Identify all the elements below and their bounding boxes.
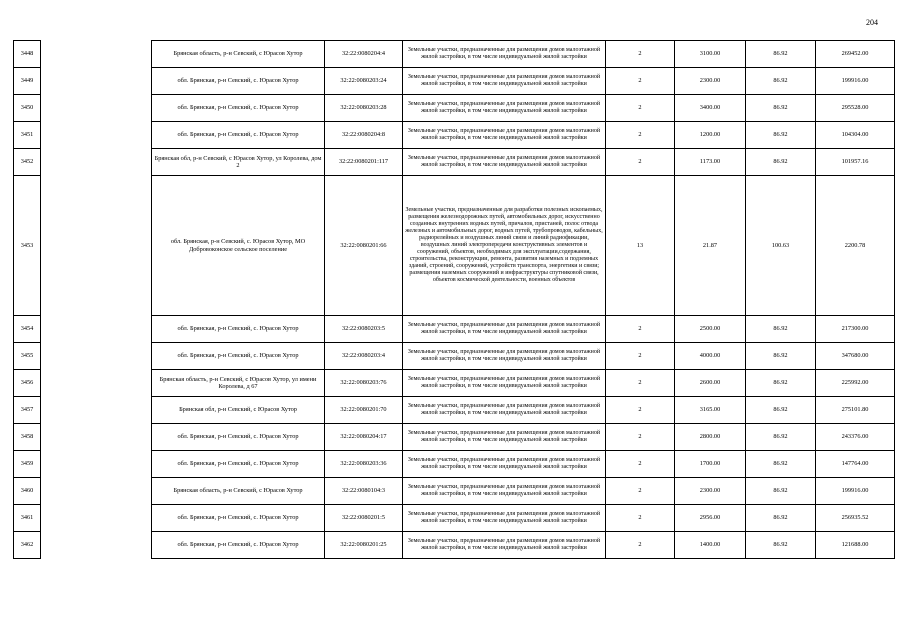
value-cell: 347680.00	[816, 343, 895, 370]
num-cell: 3449	[14, 68, 41, 95]
description-cell: Земельные участки, предназначенные для размещения домов малоэтажной жилой застройки, в том числе индивидуальной жилой застройки	[403, 41, 606, 68]
spacer-cell	[41, 451, 152, 478]
description-cell: Земельные участки, предназначенные для разработки полезных ископаемых, размещения железнодорожных путей, автомобильных дорог, искусственно созданных внутренних водных путей, причалов, пристаней, полос отвода железных и автомобильных дорог, водных путей, трубопроводов, кабельных, радиорелейных и воздушных линий связи и линий радиофикации, воздушных линий электропередачи конструктивных элементов и сооружений, объектов, необходимых для эксплуатации,содержания, строительства, реконструкции, ремонта, развития наземных и подземных зданий, строений, сооружений, устройств транспорта, энергетики и связи; размещения наземных сооружений и инфраструктуры спутниковой связи, объектов космической деятельности, военных объектов	[403, 176, 606, 316]
area-cell: 2600.00	[675, 370, 746, 397]
value-cell: 217300.00	[816, 316, 895, 343]
description-cell: Земельные участки, предназначенные для размещения домов малоэтажной жилой застройки, в том числе индивидуальной жилой застройки	[403, 397, 606, 424]
description-cell: Земельные участки, предназначенные для размещения домов малоэтажной жилой застройки, в том числе индивидуальной жилой застройки	[403, 316, 606, 343]
rate-cell: 86.92	[746, 397, 816, 424]
spacer-cell	[41, 122, 152, 149]
num-cell: 3457	[14, 397, 41, 424]
spacer-cell	[41, 478, 152, 505]
cadastral-cell: 32:22:0080203:36	[325, 451, 403, 478]
cadastral-cell: 32:22:0080201:66	[325, 176, 403, 316]
spacer-cell	[41, 397, 152, 424]
cadastral-cell: 32:22:0080204:4	[325, 41, 403, 68]
group-cell: 2	[606, 343, 675, 370]
num-cell: 3461	[14, 505, 41, 532]
num-cell: 3462	[14, 532, 41, 559]
value-cell: 275101.80	[816, 397, 895, 424]
table-row	[14, 343, 895, 370]
spacer-cell	[41, 68, 152, 95]
area-cell: 2956.00	[675, 505, 746, 532]
address-cell: обл. Брянская, р-н Севский, с. Юрасов Хутор	[152, 316, 325, 343]
table-row	[14, 41, 895, 68]
spacer-cell	[41, 505, 152, 532]
group-cell: 2	[606, 122, 675, 149]
group-cell: 2	[606, 149, 675, 176]
cadastral-cell: 32:22:0080204:17	[325, 424, 403, 451]
value-cell: 2200.78	[816, 176, 895, 316]
address-cell: обл. Брянская, р-н Севский, с. Юрасов Хутор	[152, 122, 325, 149]
address-cell: обл. Брянская, р-н Севский, с. Юрасов Хутор	[152, 532, 325, 559]
num-cell: 3459	[14, 451, 41, 478]
area-cell: 1700.00	[675, 451, 746, 478]
spacer-cell	[41, 176, 152, 316]
num-cell: 3448	[14, 41, 41, 68]
rate-cell: 86.92	[746, 532, 816, 559]
rate-cell: 86.92	[746, 343, 816, 370]
cadastral-cell: 32:22:0080203:24	[325, 68, 403, 95]
table-row	[14, 122, 895, 149]
group-cell: 2	[606, 370, 675, 397]
value-cell: 104304.00	[816, 122, 895, 149]
rate-cell: 86.92	[746, 424, 816, 451]
area-cell: 4000.00	[675, 343, 746, 370]
group-cell: 2	[606, 316, 675, 343]
description-cell: Земельные участки, предназначенные для размещения домов малоэтажной жилой застройки, в том числе индивидуальной жилой застройки	[403, 478, 606, 505]
group-cell: 2	[606, 68, 675, 95]
num-cell: 3450	[14, 95, 41, 122]
table-row	[14, 532, 895, 559]
cadastral-cell: 32:22:0080203:4	[325, 343, 403, 370]
area-cell: 2300.00	[675, 68, 746, 95]
spacer-cell	[41, 370, 152, 397]
table-row	[14, 316, 895, 343]
rate-cell: 86.92	[746, 95, 816, 122]
table-row	[14, 370, 895, 397]
num-cell: 3458	[14, 424, 41, 451]
group-cell: 2	[606, 95, 675, 122]
value-cell: 101957.16	[816, 149, 895, 176]
address-cell: обл. Брянская, р-н Севский, с. Юрасов Хутор	[152, 451, 325, 478]
address-cell: Брянская обл, р-н Севский, с Юрасов Хутор, ул Королева, дом 2	[152, 149, 325, 176]
group-cell: 2	[606, 41, 675, 68]
address-cell: Брянская область, р-н Севский, с Юрасов Хутор	[152, 478, 325, 505]
value-cell: 147764.00	[816, 451, 895, 478]
num-cell: 3451	[14, 122, 41, 149]
area-cell: 3100.00	[675, 41, 746, 68]
description-cell: Земельные участки, предназначенные для размещения домов малоэтажной жилой застройки, в том числе индивидуальной жилой застройки	[403, 532, 606, 559]
area-cell: 1173.00	[675, 149, 746, 176]
spacer-cell	[41, 343, 152, 370]
spacer-cell	[41, 149, 152, 176]
area-cell: 3165.00	[675, 397, 746, 424]
value-cell: 295528.00	[816, 95, 895, 122]
address-cell: Брянская обл, р-н Севский, с Юрасов Хутор	[152, 397, 325, 424]
description-cell: Земельные участки, предназначенные для размещения домов малоэтажной жилой застройки, в том числе индивидуальной жилой застройки	[403, 95, 606, 122]
rate-cell: 100.63	[746, 176, 816, 316]
num-cell: 3452	[14, 149, 41, 176]
page-number: 204	[866, 18, 878, 27]
table-row	[14, 397, 895, 424]
table-row	[14, 68, 895, 95]
spacer-cell	[41, 424, 152, 451]
description-cell: Земельные участки, предназначенные для размещения домов малоэтажной жилой застройки, в том числе индивидуальной жилой застройки	[403, 424, 606, 451]
description-cell: Земельные участки, предназначенные для размещения домов малоэтажной жилой застройки, в том числе индивидуальной жилой застройки	[403, 68, 606, 95]
cadastral-cell: 32:22:0080203:76	[325, 370, 403, 397]
cadastral-cell: 32:22:0080203:5	[325, 316, 403, 343]
group-cell: 13	[606, 176, 675, 316]
rate-cell: 86.92	[746, 68, 816, 95]
area-cell: 21.87	[675, 176, 746, 316]
rate-cell: 86.92	[746, 149, 816, 176]
cadastral-value-table	[13, 40, 895, 559]
table-row	[14, 95, 895, 122]
cadastral-cell: 32:22:0080203:28	[325, 95, 403, 122]
address-cell: обл. Брянская, р-н Севский, с. Юрасов Хутор	[152, 505, 325, 532]
group-cell: 2	[606, 397, 675, 424]
cadastral-cell: 32:22:0080204:8	[325, 122, 403, 149]
spacer-cell	[41, 95, 152, 122]
address-cell: Брянская область, р-н Севский, с Юрасов Хутор, ул имени Королева, д 67	[152, 370, 325, 397]
area-cell: 1200.00	[675, 122, 746, 149]
rate-cell: 86.92	[746, 451, 816, 478]
cadastral-cell: 32:22:0080201:117	[325, 149, 403, 176]
address-cell: обл. Брянская, р-н Севский, с. Юрасов Хутор	[152, 95, 325, 122]
address-cell: Брянская область, р-н Севский, с Юрасов Хутор	[152, 41, 325, 68]
description-cell: Земельные участки, предназначенные для размещения домов малоэтажной жилой застройки, в том числе индивидуальной жилой застройки	[403, 149, 606, 176]
table-row	[14, 478, 895, 505]
description-cell: Земельные участки, предназначенные для размещения домов малоэтажной жилой застройки, в том числе индивидуальной жилой застройки	[403, 505, 606, 532]
spacer-cell	[41, 316, 152, 343]
table-row	[14, 451, 895, 478]
address-cell: обл. Брянская, р-н Севский, с. Юрасов Хутор, МО Добровоконское сельское поселение	[152, 176, 325, 316]
table-row	[14, 149, 895, 176]
num-cell: 3454	[14, 316, 41, 343]
area-cell: 1400.00	[675, 532, 746, 559]
address-cell: обл. Брянская, р-н Севский, с. Юрасов Хутор	[152, 424, 325, 451]
address-cell: обл. Брянская, р-н Севский, с. Юрасов Хутор	[152, 68, 325, 95]
area-cell: 2300.00	[675, 478, 746, 505]
area-cell: 2800.00	[675, 424, 746, 451]
address-cell: обл. Брянская, р-н Севский, с. Юрасов Хутор	[152, 343, 325, 370]
cadastral-cell: 32:22:0080201:25	[325, 532, 403, 559]
value-cell: 269452.00	[816, 41, 895, 68]
group-cell: 2	[606, 532, 675, 559]
group-cell: 2	[606, 424, 675, 451]
value-cell: 243376.00	[816, 424, 895, 451]
description-cell: Земельные участки, предназначенные для размещения домов малоэтажной жилой застройки, в том числе индивидуальной жилой застройки	[403, 370, 606, 397]
rate-cell: 86.92	[746, 370, 816, 397]
value-cell: 121688.00	[816, 532, 895, 559]
rate-cell: 86.92	[746, 505, 816, 532]
rate-cell: 86.92	[746, 478, 816, 505]
table-row	[14, 505, 895, 532]
cadastral-cell: 32:22:0080201:5	[325, 505, 403, 532]
num-cell: 3456	[14, 370, 41, 397]
group-cell: 2	[606, 451, 675, 478]
value-cell: 199916.00	[816, 478, 895, 505]
group-cell: 2	[606, 505, 675, 532]
area-cell: 2500.00	[675, 316, 746, 343]
description-cell: Земельные участки, предназначенные для размещения домов малоэтажной жилой застройки, в том числе индивидуальной жилой застройки	[403, 122, 606, 149]
rate-cell: 86.92	[746, 316, 816, 343]
cadastral-cell: 32:22:0080201:70	[325, 397, 403, 424]
value-cell: 225992.00	[816, 370, 895, 397]
num-cell: 3455	[14, 343, 41, 370]
spacer-cell	[41, 532, 152, 559]
num-cell: 3453	[14, 176, 41, 316]
description-cell: Земельные участки, предназначенные для размещения домов малоэтажной жилой застройки, в том числе индивидуальной жилой застройки	[403, 343, 606, 370]
cadastral-cell: 32:22:0080104:3	[325, 478, 403, 505]
description-cell: Земельные участки, предназначенные для размещения домов малоэтажной жилой застройки, в том числе индивидуальной жилой застройки	[403, 451, 606, 478]
table-row	[14, 176, 895, 316]
spacer-cell	[41, 41, 152, 68]
table-row	[14, 424, 895, 451]
group-cell: 2	[606, 478, 675, 505]
value-cell: 199916.00	[816, 68, 895, 95]
rate-cell: 86.92	[746, 122, 816, 149]
area-cell: 3400.00	[675, 95, 746, 122]
value-cell: 256935.52	[816, 505, 895, 532]
num-cell: 3460	[14, 478, 41, 505]
rate-cell: 86.92	[746, 41, 816, 68]
